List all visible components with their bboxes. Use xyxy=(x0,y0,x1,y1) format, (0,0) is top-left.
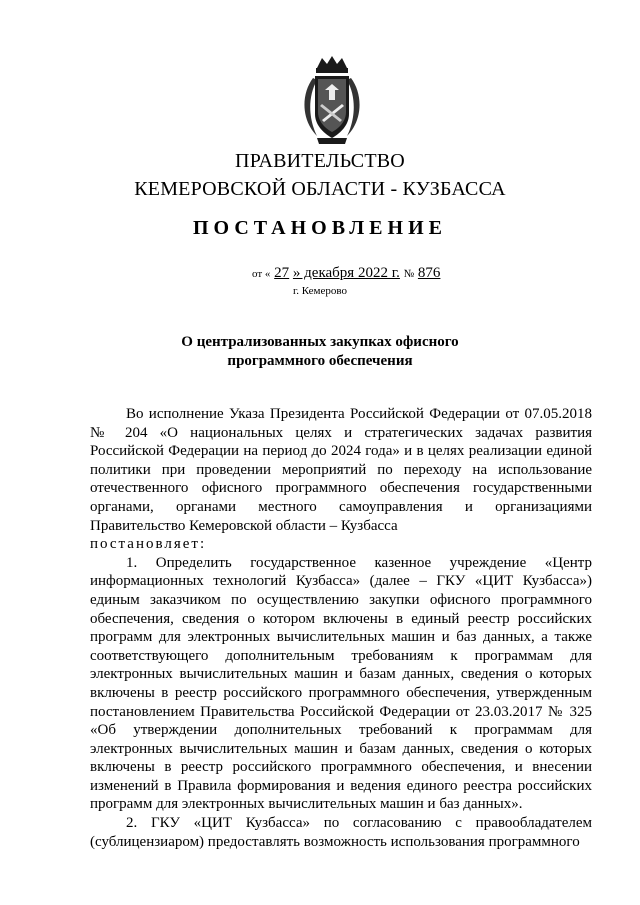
date-day: 27 xyxy=(274,265,290,281)
paragraph-item-1: 1. Определить государственное казенное учреждение «Центр информационных технологий Кузбасса» (далее – ГКУ «ЦИТ Кузбасса») единым заказчиком по осуществлению закупки офисного программного обеспечения, сведения о котором включены в единый реестр российских программ для электронных вычислительных машин и баз данных, а также соответствующего дополнительным требованиям к программам для электронных вычислительных машин и базам данных, сведения о которых включены в реестр российского программного обеспечения, утвержденным постановлением Правительства Российской Федерации от 23.03.2017 № 325 «Об утверждении дополнительных требований к программам для электронных вычислительных машин и базам данных, сведения о которых включены в реестр российского программного обеспечения, и внесении изменений в Правила формирования и ведения единого реестра российских программ для электронных вычислительных машин и баз данных». xyxy=(90,554,592,813)
title-line1: О централизованных закупках офисного xyxy=(181,334,459,350)
coat-of-arms-icon xyxy=(295,54,369,146)
government-name-line1: ПРАВИТЕЛЬСТВО xyxy=(235,150,405,172)
paragraph-item-2: 2. ГКУ «ЦИТ Кузбасса» по согласованию с правообладателем (сублицензиаром) предоставлять возможность использования программного xyxy=(90,815,592,850)
date-line xyxy=(252,265,440,282)
government-name-line2: КЕМЕРОВСКОЙ ОБЛАСТИ - КУЗБАССА xyxy=(134,178,506,200)
decree-word: постановляет: xyxy=(90,536,207,553)
document-body xyxy=(90,405,592,851)
date-prefix: от « xyxy=(252,268,271,280)
number-label: № xyxy=(403,268,415,280)
city: г. Кемерово xyxy=(292,285,348,297)
title-line2: программного обеспечения xyxy=(227,353,413,369)
document-number: 876 xyxy=(417,265,441,281)
document-title xyxy=(0,333,640,371)
paragraph-preamble: Во исполнение Указа Президента Российской Федерации от 07.05.2018 № 204 «О национальных целях и стратегических задачах развития Российской Федерации на период до 2024 года» и в целях реализации единой политики при проведении мероприятий по переходу на использование отечественного офисного программного обеспечения государственными органами, органами местного самоуправления и организациями Правительство Кемеровской области – Кузбасса xyxy=(90,406,592,534)
document-type: ПОСТАНОВЛЕНИЕ xyxy=(193,217,447,239)
date-month-year: » декабря 2022 г. xyxy=(292,265,400,281)
